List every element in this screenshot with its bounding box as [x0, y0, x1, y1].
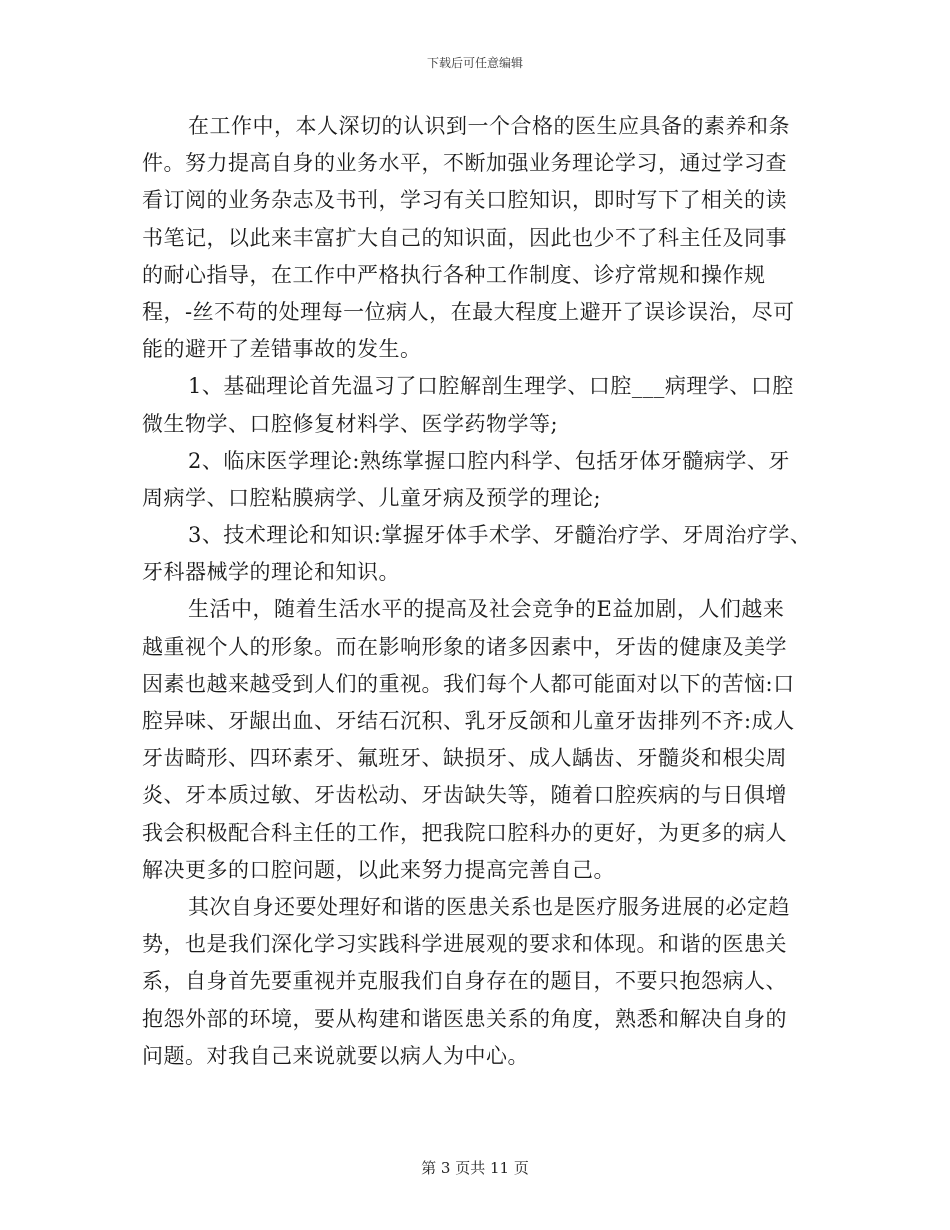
- text-line: 看订阅的业务杂志及书刊，学习有关口腔知识，即时写下了相关的读: [142, 188, 787, 213]
- text-line: 解决更多的口腔问题，以此来努力提高完善自己。: [142, 857, 615, 882]
- text-line: 程，-丝不苟的处理每一位病人，在最大程度上避开了误诊误治，尽可: [142, 299, 795, 324]
- text-line: 3、技术理论和知识:掌握牙体手术学、牙髓治疗学、牙周治疗学、: [188, 523, 812, 548]
- text-line: 2、临床医学理论:熟练掌握口腔内科学、包括牙体牙髓病学、牙: [188, 448, 790, 473]
- text-line: 其次自身还要处理好和谐的医患关系也是医疗服务进展的必定趋: [188, 894, 790, 919]
- text-line: 抱怨外部的环境，要从构建和谐医患关系的角度，熟悉和解决自身的: [142, 1006, 787, 1031]
- text-line: 生活中，随着生活水平的提高及社会竞争的E益加剧，人们越来: [188, 597, 785, 622]
- text-line: 微生物学、口腔修复材料学、医学药物学等;: [142, 411, 559, 436]
- text-line: 牙齿畸形、四环素牙、氟班牙、缺损牙、成人龋齿、牙髓炎和根尖周: [142, 746, 787, 771]
- text-line: 问题。对我自己来说就要以病人为中心。: [142, 1043, 529, 1068]
- text-line: 越重视个人的形象。而在影响形象的诸多因素中，牙齿的健康及美学: [142, 634, 787, 659]
- text-line: 能的避开了差错事故的发生。: [142, 337, 422, 362]
- text-line: 书笔记，以此来丰富扩大自己的知识面，因此也少不了科主任及同事: [142, 225, 787, 250]
- text-line: 势，也是我们深化学习实践科学进展观的要求和体现。和谐的医患关: [142, 932, 787, 957]
- text-line: 腔异味、牙龈出血、牙结石沉积、乳牙反颌和儿童牙齿排列不齐:成人: [142, 709, 795, 733]
- text-line: 1、基础理论首先温习了口腔解剖生理学、口腔___病理学、口腔: [188, 374, 794, 399]
- text-line: 我会积极配合科主任的工作，把我院口腔科办的更好，为更多的病人: [142, 820, 787, 845]
- text-line: 炎、牙本质过敏、牙齿松动、牙齿缺失等，随着口腔疾病的与日俱增: [142, 783, 787, 808]
- page-footer: 第 3 页共 11 页: [421, 1159, 529, 1177]
- text-line: 的耐心指导，在工作中严格执行各种工作制度、诊疗常规和操作规: [142, 262, 766, 287]
- text-line: 件。努力提高自身的业务水平，不断加强业务理论学习，通过学习查: [142, 151, 787, 176]
- text-line: 因素也越来越受到人们的重视。我们每个人都可能面对以下的苦恼:口: [142, 671, 795, 696]
- document-body: [142, 108, 812, 1075]
- text-line: 牙科器械学的理论和知识。: [142, 560, 400, 585]
- text-line: 周病学、口腔粘膜病学、儿童牙病及预学的理论;: [142, 485, 602, 510]
- text-line: 在工作中，本人深切的认识到一个合格的医生应具备的素养和条: [188, 114, 790, 138]
- page-header: 下载后可任意编辑: [426, 56, 523, 70]
- text-line: 系，自身首先要重视并克服我们自身存在的题目，不要只抱怨病人、: [142, 969, 787, 994]
